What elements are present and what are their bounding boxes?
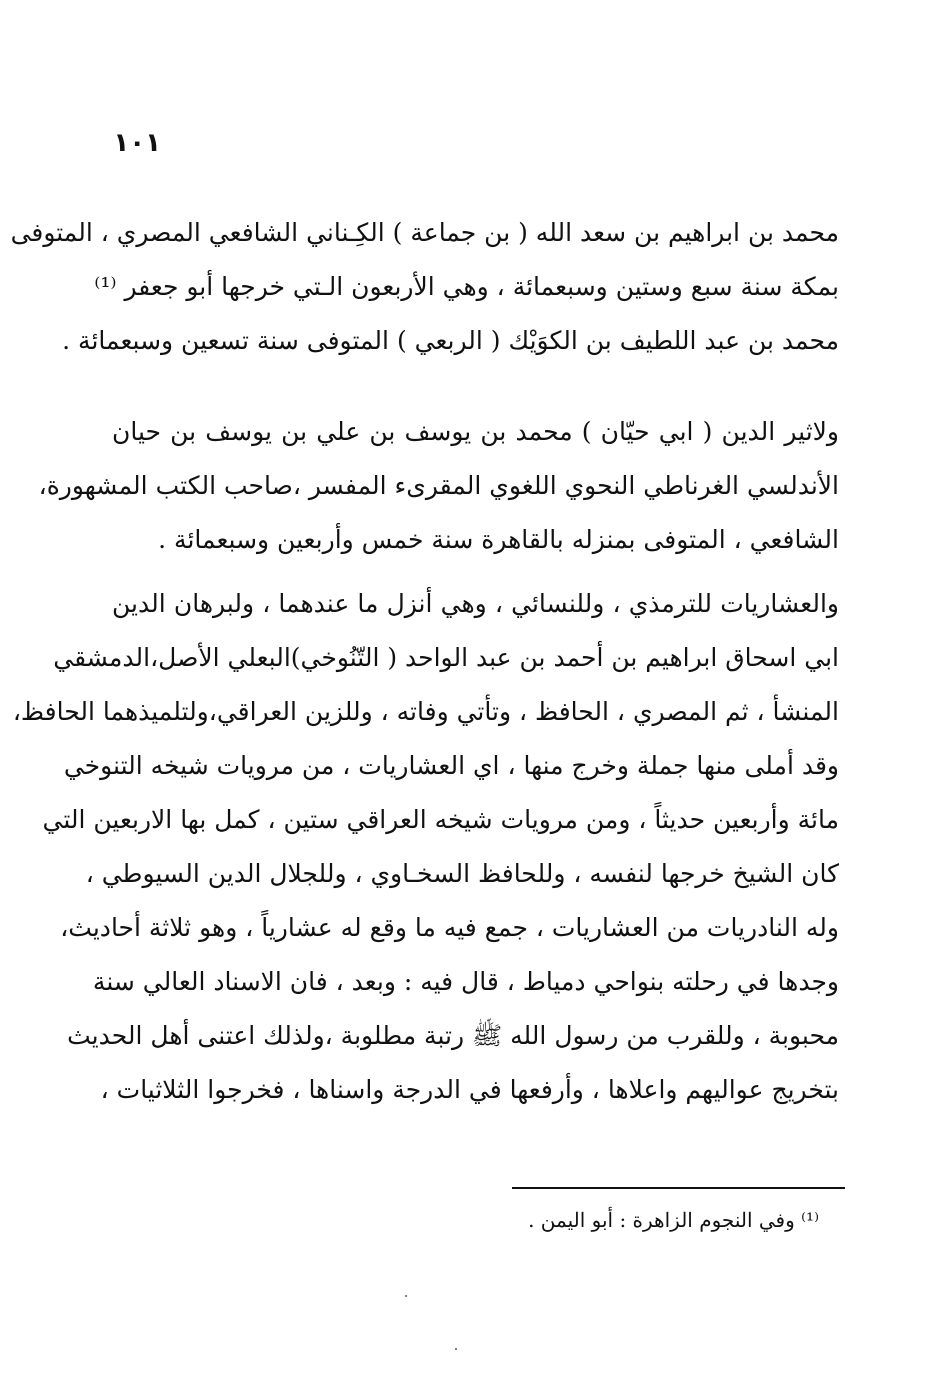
text-line: وجدها في رحلته بنواحي دمياط ، قال فيه : وبعد ، فان الاسناد العالي سنة [92,967,839,996]
text-line: محمد بن عبد اللطيف بن الكوَيْك ( الربعي ) المتوفى سنة تسعين وسبعمائة . [62,326,839,355]
text-line: وقد أملى منها جملة وخرج منها ، اي العشاريات ، من مرويات شيخه التنوخي [63,751,839,780]
text-line: ابي اسحاق ابراهيم بن أحمد بن عبد الواحد ( التّنُوخي)البعلي الأصل،الدمشقي [53,643,839,672]
text-line: الأندلسي الغرناطي النحوي اللغوي المقرىء المفسر ،صاحب الكتب المشهورة، [38,471,839,500]
text-line: بمكة سنة سبع وستين وسبعمائة ، وهي الأربعون الـتي خرجها أبو جعفر ⁽¹⁾ [94,272,839,301]
text-line: ولاثير الدين ( ابي حيّان ) محمد بن يوسف بن علي بن يوسف بن حيان [112,417,839,446]
text-line: محمد بن ابراهيم بن سعد الله ( بن جماعة ) الكِـناني الشافعي المصري ، المتوفى [10,218,839,247]
text-line: الشافعي ، المتوفى بمنزله بالقاهرة سنة خمس وأربعين وسبعمائة . [158,525,839,554]
paragraph-3 [12,577,839,1117]
paragraph-1 [10,206,839,368]
text-line: والعشاريات للترمذي ، وللنسائي ، وهي أنزل ما عندهما ، ولبرهان الدين [112,589,839,618]
footnote-divider [512,1187,845,1189]
text-line: بتخريج عواليهم واعلاها ، وأرفعها في الدرجة واسناها ، فخرجوا الثلاثيات ، [100,1075,839,1104]
page-number: ١٠١ [113,128,161,158]
footnote: ⁽¹⁾ وفي النجوم الزاهرة : أبو اليمن . [528,1208,819,1232]
text-line: مائة وأربعين حديثاً ، ومن مرويات شيخه العراقي ستين ، كمل بها الاربعين التي [42,805,839,834]
scan-speck [455,1348,457,1350]
text-line: وله النادريات من العشاريات ، جمع فيه ما وقع له عشارياً ، وهو ثلاثة أحاديث، [60,913,839,942]
paragraph-2 [38,405,839,567]
text-line: كان الشيخ خرجها لنفسه ، وللحافظ السخـاوي ، وللجلال الدين السيوطي ، [85,859,839,888]
text-line: المنشأ ، ثم المصري ، الحافظ ، وتأتي وفاته ، وللزين العراقي،ولتلميذهما الحافظ، [12,697,839,726]
text-line: محبوبة ، وللقرب من رسول الله ﷺ رتبة مطلوبة ،ولذلك اعتنى أهل الحديث [67,1021,839,1050]
scan-speck [405,1295,407,1297]
